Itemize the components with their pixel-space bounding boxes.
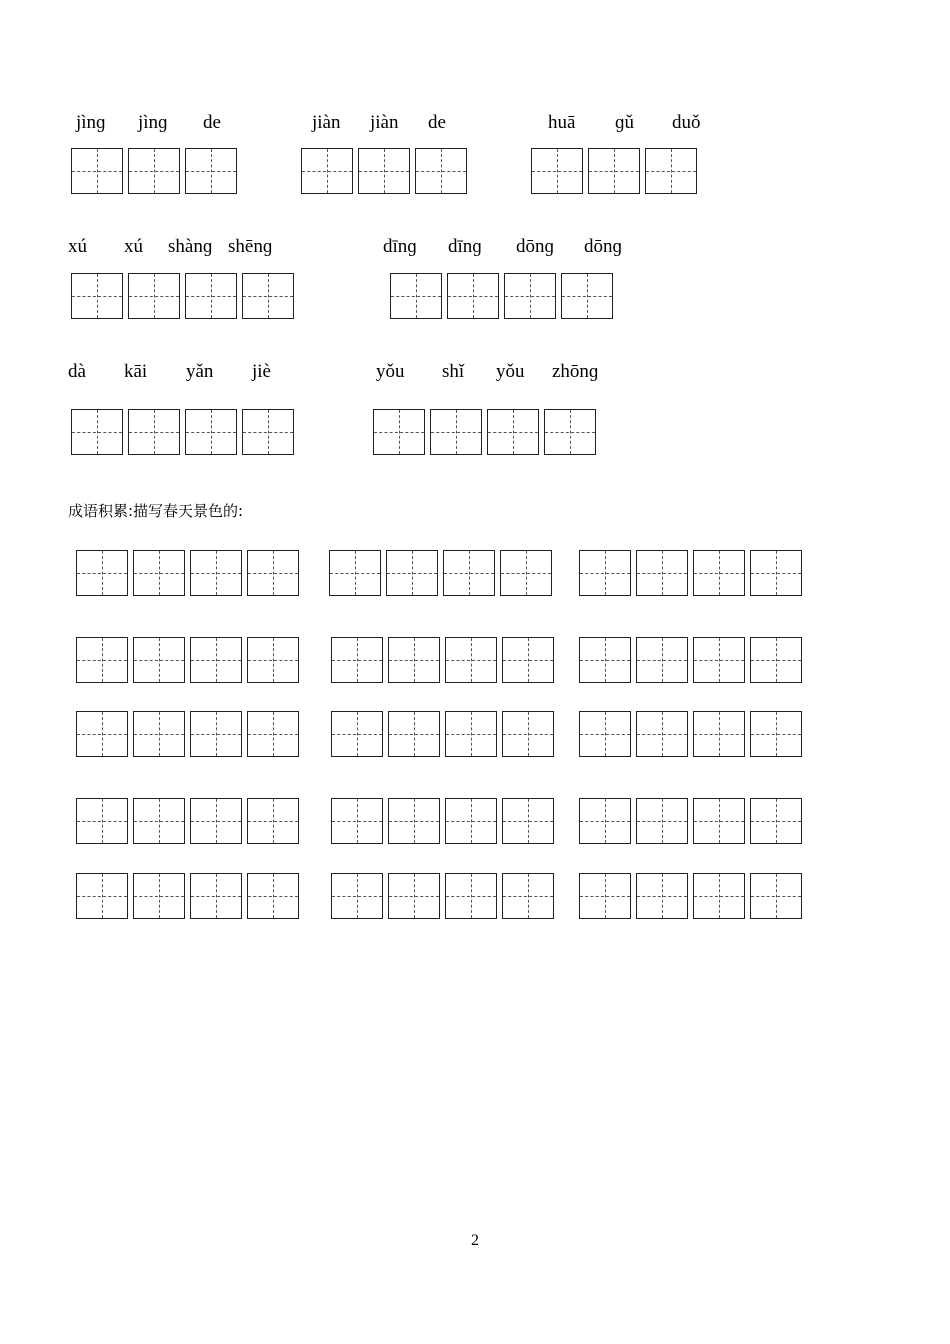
idiom-grid bbox=[331, 637, 554, 683]
writing-box[interactable] bbox=[247, 711, 299, 757]
idiom-grid bbox=[331, 873, 554, 919]
writing-box[interactable] bbox=[247, 798, 299, 844]
writing-box[interactable] bbox=[636, 550, 688, 596]
writing-box[interactable] bbox=[331, 798, 383, 844]
writing-box[interactable] bbox=[445, 711, 497, 757]
pinyin-syllable: dīnɡ bbox=[383, 236, 417, 257]
writing-box[interactable] bbox=[388, 711, 440, 757]
writing-box[interactable] bbox=[502, 873, 554, 919]
pinyin-syllable: kāi bbox=[124, 361, 148, 382]
pinyin-syllable: jiè bbox=[252, 361, 271, 382]
writing-box[interactable] bbox=[502, 637, 554, 683]
pinyin-syllable: yǒu bbox=[376, 361, 405, 382]
writing-box[interactable] bbox=[128, 273, 180, 319]
writing-box[interactable] bbox=[358, 148, 410, 194]
writing-box[interactable] bbox=[443, 550, 495, 596]
writing-grid bbox=[531, 148, 697, 194]
writing-box[interactable] bbox=[185, 409, 237, 455]
writing-box[interactable] bbox=[331, 637, 383, 683]
writing-box[interactable] bbox=[133, 798, 185, 844]
pinyin-syllable: jiàn bbox=[312, 112, 341, 133]
idiom-grid bbox=[76, 711, 299, 757]
idiom-grid bbox=[331, 798, 554, 844]
pinyin-syllable: dà bbox=[68, 361, 86, 382]
writing-box[interactable] bbox=[388, 637, 440, 683]
writing-box[interactable] bbox=[636, 711, 688, 757]
writing-box[interactable] bbox=[185, 148, 237, 194]
writing-grid bbox=[373, 409, 596, 455]
writing-box[interactable] bbox=[301, 148, 353, 194]
writing-grid bbox=[71, 273, 294, 319]
writing-box[interactable] bbox=[76, 798, 128, 844]
writing-box[interactable] bbox=[579, 637, 631, 683]
writing-box[interactable] bbox=[185, 273, 237, 319]
writing-box[interactable] bbox=[71, 148, 123, 194]
writing-box[interactable] bbox=[531, 148, 583, 194]
writing-box[interactable] bbox=[447, 273, 499, 319]
pinyin-syllable: duǒ bbox=[672, 112, 701, 133]
writing-box[interactable] bbox=[247, 873, 299, 919]
writing-box[interactable] bbox=[247, 637, 299, 683]
writing-box[interactable] bbox=[502, 798, 554, 844]
writing-box[interactable] bbox=[128, 148, 180, 194]
writing-box[interactable] bbox=[190, 550, 242, 596]
pinyin-syllable: de bbox=[203, 112, 221, 133]
writing-box[interactable] bbox=[445, 873, 497, 919]
writing-box[interactable] bbox=[561, 273, 613, 319]
idiom-grid bbox=[579, 873, 802, 919]
writing-box[interactable] bbox=[445, 637, 497, 683]
writing-box[interactable] bbox=[373, 409, 425, 455]
idiom-grid bbox=[76, 798, 299, 844]
idiom-grid bbox=[579, 550, 802, 596]
writing-box[interactable] bbox=[504, 273, 556, 319]
writing-box[interactable] bbox=[750, 711, 802, 757]
pinyin-syllable: dōnɡ bbox=[516, 236, 554, 257]
writing-box[interactable] bbox=[133, 711, 185, 757]
writing-box[interactable] bbox=[693, 711, 745, 757]
writing-box[interactable] bbox=[247, 550, 299, 596]
writing-grid bbox=[390, 273, 613, 319]
writing-grid bbox=[71, 148, 237, 194]
writing-box[interactable] bbox=[636, 798, 688, 844]
idiom-grid bbox=[579, 711, 802, 757]
writing-box[interactable] bbox=[329, 550, 381, 596]
idiom-grid bbox=[76, 550, 299, 596]
writing-box[interactable] bbox=[445, 798, 497, 844]
writing-box[interactable] bbox=[750, 550, 802, 596]
writing-box[interactable] bbox=[190, 711, 242, 757]
pinyin-syllable: xú bbox=[68, 236, 87, 257]
writing-box[interactable] bbox=[636, 873, 688, 919]
writing-box[interactable] bbox=[430, 409, 482, 455]
writing-box[interactable] bbox=[693, 637, 745, 683]
idiom-grid bbox=[579, 637, 802, 683]
pinyin-syllable: dōnɡ bbox=[584, 236, 622, 257]
pinyin-syllable: shēnɡ bbox=[228, 236, 273, 257]
writing-box[interactable] bbox=[190, 637, 242, 683]
writing-box[interactable] bbox=[390, 273, 442, 319]
writing-box[interactable] bbox=[388, 873, 440, 919]
writing-box[interactable] bbox=[242, 409, 294, 455]
pinyin-syllable: zhōnɡ bbox=[552, 361, 599, 382]
idiom-grid bbox=[76, 637, 299, 683]
pinyin-syllable: xú bbox=[124, 236, 143, 257]
writing-box[interactable] bbox=[693, 873, 745, 919]
pinyin-syllable: jiàn bbox=[370, 112, 399, 133]
writing-grid bbox=[71, 409, 294, 455]
writing-box[interactable] bbox=[645, 148, 697, 194]
pinyin-syllable: jìnɡ bbox=[76, 112, 106, 133]
writing-box[interactable] bbox=[190, 873, 242, 919]
writing-box[interactable] bbox=[750, 798, 802, 844]
pinyin-syllable: dīnɡ bbox=[448, 236, 482, 257]
writing-box[interactable] bbox=[386, 550, 438, 596]
pinyin-syllable: shànɡ bbox=[168, 236, 213, 257]
pinyin-syllable: huā bbox=[548, 112, 576, 133]
writing-box[interactable] bbox=[190, 798, 242, 844]
writing-box[interactable] bbox=[693, 550, 745, 596]
writing-box[interactable] bbox=[71, 273, 123, 319]
idiom-grid bbox=[329, 550, 552, 596]
writing-box[interactable] bbox=[500, 550, 552, 596]
pinyin-syllable: yǎn bbox=[186, 361, 214, 382]
writing-box[interactable] bbox=[588, 148, 640, 194]
writing-box[interactable] bbox=[415, 148, 467, 194]
writing-box[interactable] bbox=[331, 711, 383, 757]
writing-box[interactable] bbox=[71, 409, 123, 455]
writing-box[interactable] bbox=[388, 798, 440, 844]
page-number: 2 bbox=[471, 1232, 479, 1249]
pinyin-syllable: yǒu bbox=[496, 361, 525, 382]
writing-box[interactable] bbox=[487, 409, 539, 455]
writing-box[interactable] bbox=[750, 873, 802, 919]
writing-box[interactable] bbox=[579, 798, 631, 844]
section-heading: 成语积累:描写春天景色的: bbox=[68, 502, 244, 520]
idiom-grid bbox=[579, 798, 802, 844]
writing-box[interactable] bbox=[133, 637, 185, 683]
writing-box[interactable] bbox=[133, 873, 185, 919]
writing-box[interactable] bbox=[76, 550, 128, 596]
writing-box[interactable] bbox=[579, 711, 631, 757]
pinyin-syllable: shǐ bbox=[442, 361, 465, 382]
writing-box[interactable] bbox=[636, 637, 688, 683]
writing-box[interactable] bbox=[693, 798, 745, 844]
idiom-grid bbox=[331, 711, 554, 757]
pinyin-syllable: de bbox=[428, 112, 446, 133]
writing-box[interactable] bbox=[750, 637, 802, 683]
writing-grid bbox=[301, 148, 467, 194]
writing-box[interactable] bbox=[76, 711, 128, 757]
writing-box[interactable] bbox=[128, 409, 180, 455]
writing-box[interactable] bbox=[331, 873, 383, 919]
writing-box[interactable] bbox=[242, 273, 294, 319]
idiom-grid bbox=[76, 873, 299, 919]
writing-box[interactable] bbox=[133, 550, 185, 596]
writing-box[interactable] bbox=[76, 873, 128, 919]
writing-box[interactable] bbox=[502, 711, 554, 757]
pinyin-syllable: jìnɡ bbox=[138, 112, 168, 133]
pinyin-syllable: ɡǔ bbox=[615, 112, 634, 133]
writing-box[interactable] bbox=[544, 409, 596, 455]
writing-box[interactable] bbox=[76, 637, 128, 683]
writing-box[interactable] bbox=[579, 550, 631, 596]
writing-box[interactable] bbox=[579, 873, 631, 919]
